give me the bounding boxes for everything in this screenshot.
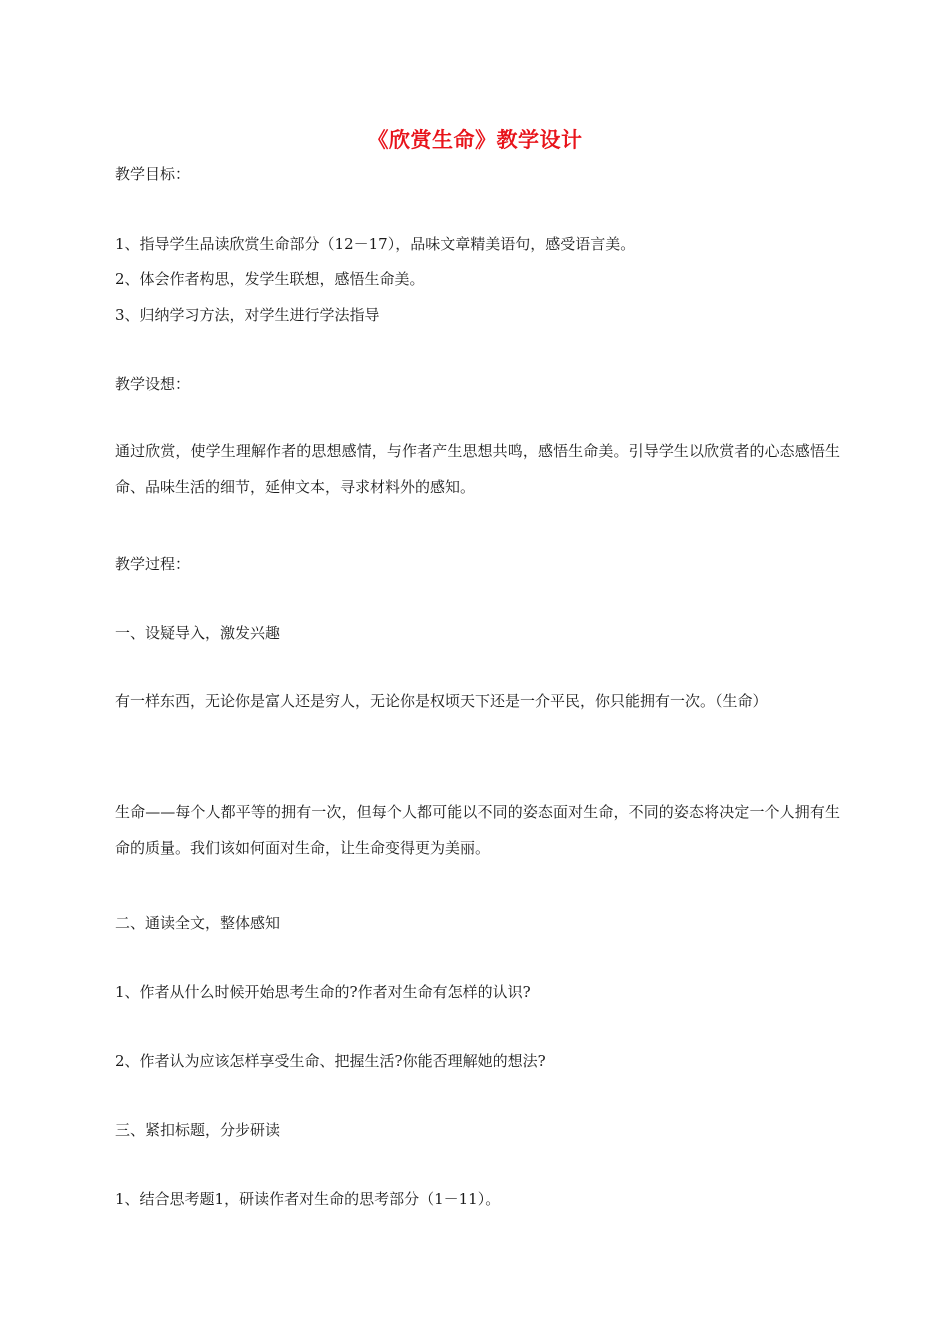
process-heading: 教学过程： — [115, 555, 191, 573]
concept-heading: 教学设想： — [115, 375, 191, 393]
section1-heading: 一、设疑导入，激发兴趣 — [115, 624, 281, 642]
objective-item-1: 1、指导学生品读欣赏生命部分（12－17），品味文章精美语句，感受语言美。 — [115, 235, 636, 253]
objective-item-2: 2、体会作者构思，发学生联想，感悟生命美。 — [115, 270, 425, 288]
section2-question-2: 2、作者认为应该怎样享受生命、把握生活?你能否理解她的想法? — [115, 1052, 546, 1070]
section2-heading: 二、通读全文，整体感知 — [115, 914, 281, 932]
section1-paragraph: 生命——每个人都平等的拥有一次，但每个人都可能以不同的姿态面对生命，不同的姿态将决定一个人拥有生命的质量。我们该如何面对生命，让生命变得更为美丽。 — [115, 803, 840, 857]
section1-riddle: 有一样东西，无论你是富人还是穷人，无论你是权顷天下还是一介平民，你只能拥有一次。（生命） — [115, 692, 768, 710]
concept-paragraph: 通过欣赏，使学生理解作者的思想感情，与作者产生思想共鸣，感悟生命美。引导学生以欣赏者的心态感悟生命、品味生活的细节，延伸文本，寻求材料外的感知。 — [115, 442, 840, 496]
section3-heading: 三、紧扣标题，分步研读 — [115, 1121, 281, 1139]
objective-item-3: 3、归纳学习方法，对学生进行学法指导 — [115, 306, 380, 324]
document-title: 《欣赏生命》教学设计 — [367, 127, 583, 152]
objectives-heading: 教学目标： — [115, 165, 191, 183]
section3-item-1: 1、结合思考题1，研读作者对生命的思考部分（1－11）。 — [115, 1190, 501, 1208]
section2-question-1: 1、作者从什么时候开始思考生命的?作者对生命有怎样的认识? — [115, 983, 531, 1001]
